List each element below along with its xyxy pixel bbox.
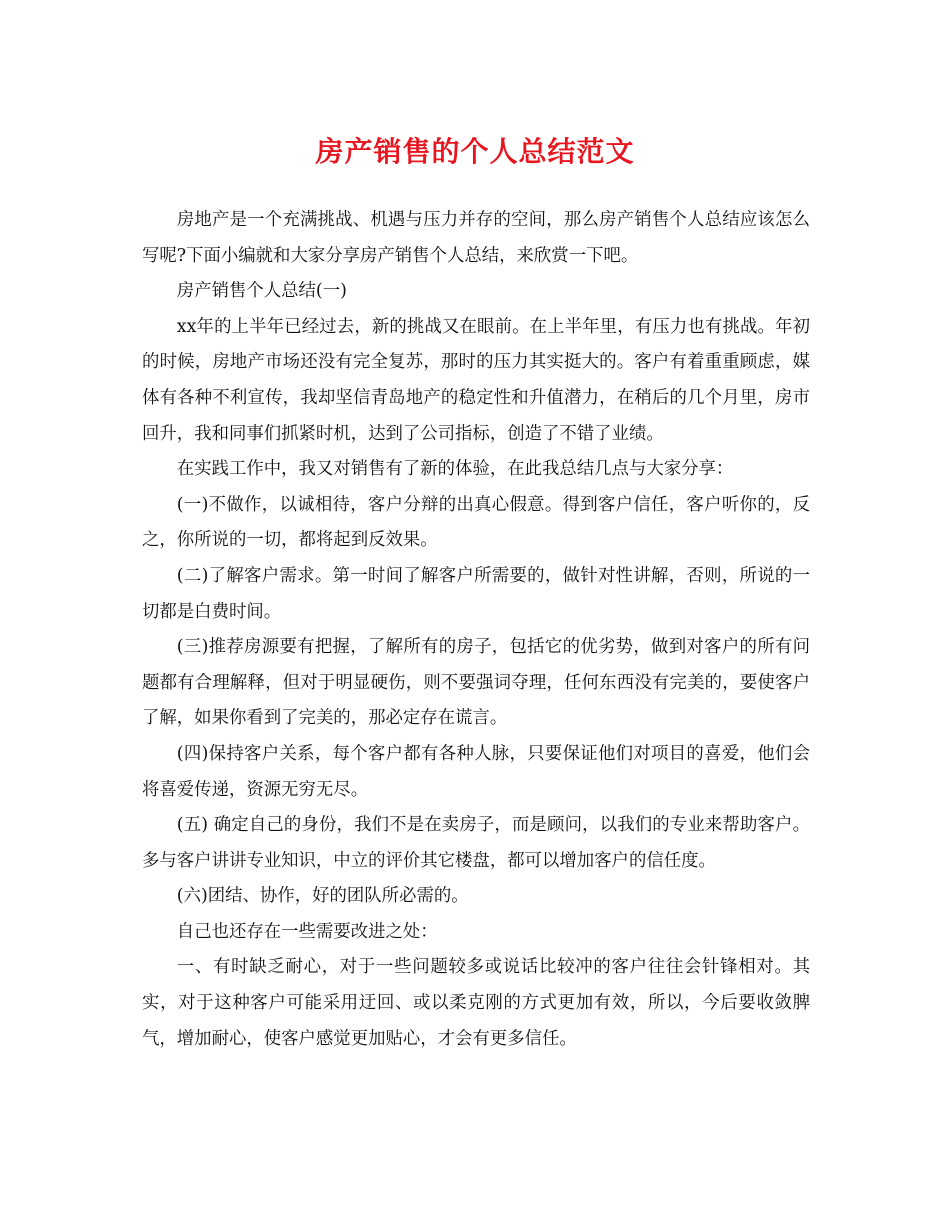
paragraph-point-2: (二)了解客户需求。第一时间了解客户所需要的，做针对性讲解，否则，所说的一切都是白费时间。 <box>142 565 810 622</box>
document-title: 房产销售的个人总结范文 <box>315 135 635 168</box>
paragraph-point-1: (一)不做作，以诚相待，客户分辩的出真心假意。得到客户信任，客户听你的，反之，你所说的一切，都将起到反效果。 <box>142 494 810 551</box>
paragraph-point-4: (四)保持客户关系，每个客户都有各种人脉，只要保证他们对项目的喜爱，他们会将喜爱传递，资源无穷无尽。 <box>142 743 810 800</box>
paragraph-improvement-intro: 自己也还存在一些需要改进之处： <box>176 921 438 942</box>
paragraph-first-half-review: xx年的上半年已经过去，新的挑战又在眼前。在上半年里，有压力也有挑战。年初的时候，房地产市场还没有完全复苏，那时的压力其实挺大的。客户有着重重顾虑，媒体有各种不利宣传，我却坚信青岛地产的稳定性和升值潜力，在稍后的几个月里，房市回升，我和同事们抓紧时机，达到了公司指标，创造了不错了业绩。 <box>142 316 810 444</box>
paragraph-point-5: (五) 确定自己的身份，我们不是在卖房子，而是顾问，以我们的专业来帮助客户。多与客户讲讲专业知识，中立的评价其它楼盘，都可以增加客户的信任度。 <box>142 815 810 871</box>
paragraph-point-3: (三)推荐房源要有把握，了解所有的房子，包括它的优劣势，做到对客户的所有问题都有合理解释，但对于明显硬伤，则不要强词夺理，任何东西没有完美的，要使客户了解，如果你看到了完美的，那必定存在谎言。 <box>142 637 810 729</box>
paragraph-intro: 房地产是一个充满挑战、机遇与压力并存的空间，那么房产销售个人总结应该怎么写呢?下面小编就和大家分享房产销售个人总结，来欣赏一下吧。 <box>142 210 810 266</box>
paragraph-experience-intro: 在实践工作中，我又对销售有了新的体验，在此我总结几点与大家分享： <box>176 459 734 480</box>
paragraph-point-6: (六)团结、协作，好的团队所必需的。 <box>176 886 469 907</box>
paragraph-improvement-1: 一、有时缺乏耐心，对于一些问题较多或说话比较冲的客户往往会针锋相对。其实，对于这种客户可能采用迂回、或以柔克刚的方式更加有效，所以，今后要收敛脾气，增加耐心，使客户感觉更加贴心，才会有更多信任。 <box>142 957 810 1049</box>
paragraph-section-heading: 房产销售个人总结(一) <box>176 281 347 302</box>
document-body <box>142 203 810 1057</box>
